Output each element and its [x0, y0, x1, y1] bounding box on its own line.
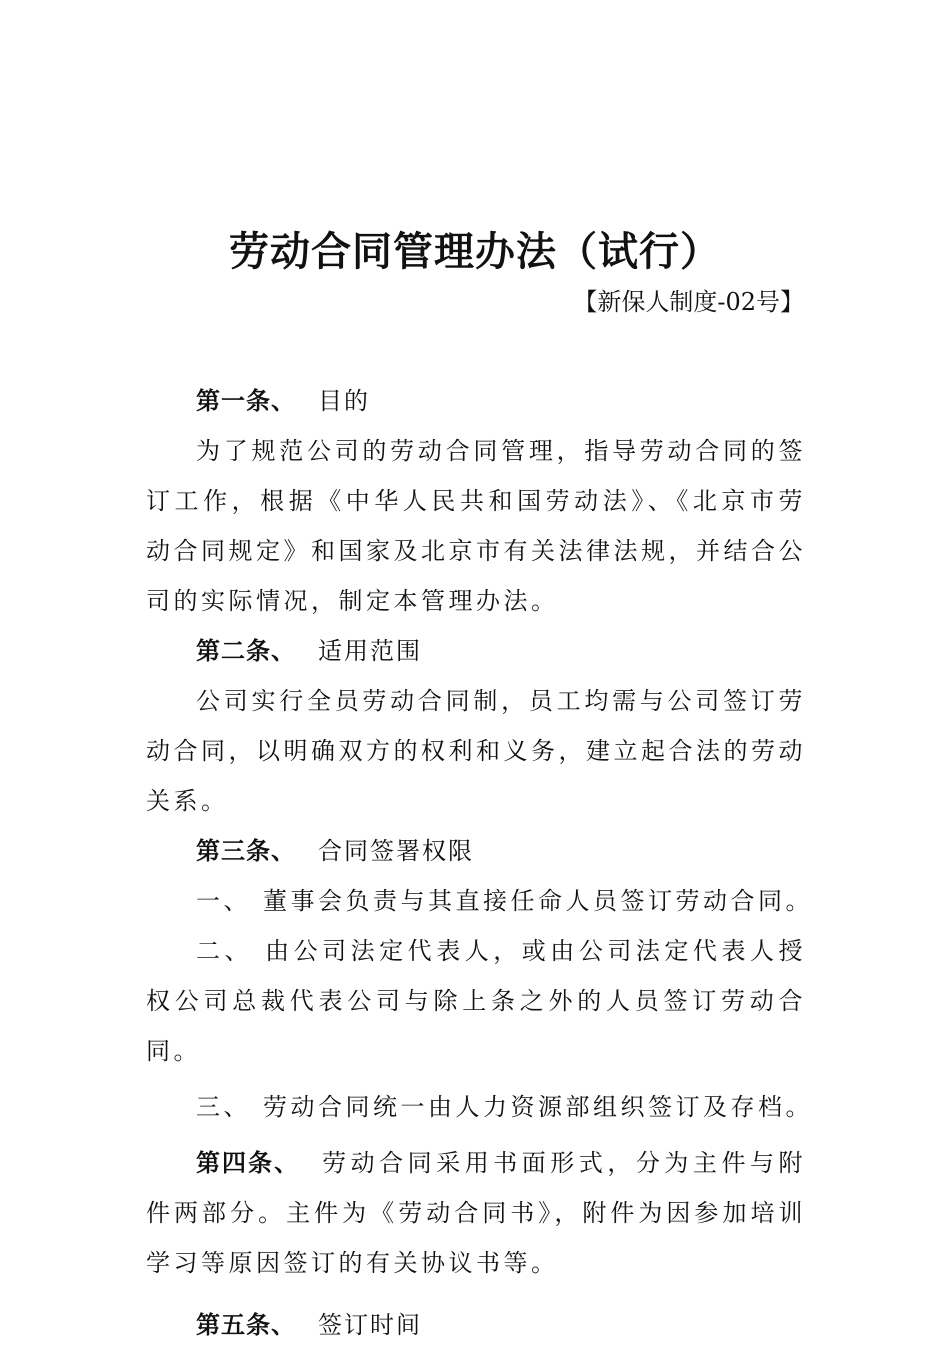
- article-1-heading: [146, 376, 806, 426]
- article-3-label: 第三条、: [196, 836, 296, 865]
- article-1-label: 第一条、: [196, 386, 296, 415]
- article-4-text: 劳动合同采用书面形式，分为主件与附件两部分。主件为《劳动合同书》，附件为因参加培训学习等原因签订的有关协议书等。: [146, 1149, 807, 1277]
- article-2-label: 第二条、: [196, 636, 296, 665]
- article-1-title: 目的: [318, 387, 370, 415]
- article-5-label: 第五条、: [196, 1310, 296, 1339]
- list-item-marker: 三、: [196, 1093, 251, 1121]
- article-2-title: 适用范围: [318, 637, 422, 665]
- article-3-item: [146, 876, 813, 926]
- article-4-label: 第四条、: [196, 1148, 301, 1177]
- article-3-heading: [146, 826, 806, 876]
- article-3-item: [146, 926, 806, 1076]
- list-item-text: 劳动合同统一由人力资源部组织签订及存档。: [263, 1093, 813, 1121]
- list-item-marker: 二、: [196, 937, 254, 965]
- list-item-text: 由公司法定代表人，或由公司法定代表人授权公司总裁代表公司与除上条之外的人员签订劳动合同。: [146, 937, 807, 1065]
- document-body: [146, 376, 813, 1350]
- article-2-paragraph: 公司实行全员劳动合同制，员工均需与公司签订劳动合同，以明确双方的权利和义务，建立起合法的劳动关系。: [146, 687, 806, 815]
- document-number: 【新保人制度-02号】: [573, 288, 804, 316]
- article-5-heading: [146, 1300, 806, 1350]
- list-item-marker: 一、: [196, 887, 251, 915]
- article-5-title: 签订时间: [318, 1311, 422, 1339]
- document-title: 劳动合同管理办法（试行）: [229, 228, 721, 275]
- article-3-item: [146, 1082, 813, 1132]
- article-2-heading: [146, 626, 806, 676]
- list-item-text: 董事会负责与其直接任命人员签订劳动合同。: [263, 887, 813, 915]
- article-3-title: 合同签署权限: [318, 837, 474, 865]
- article-1-paragraph: 为了规范公司的劳动合同管理，指导劳动合同的签订工作，根据《中华人民共和国劳动法》、《北京市劳动合同规定》和国家及北京市有关法律法规，并结合公司的实际情况，制定本管理办法。: [146, 437, 806, 615]
- article-4-paragraph: [146, 1138, 806, 1288]
